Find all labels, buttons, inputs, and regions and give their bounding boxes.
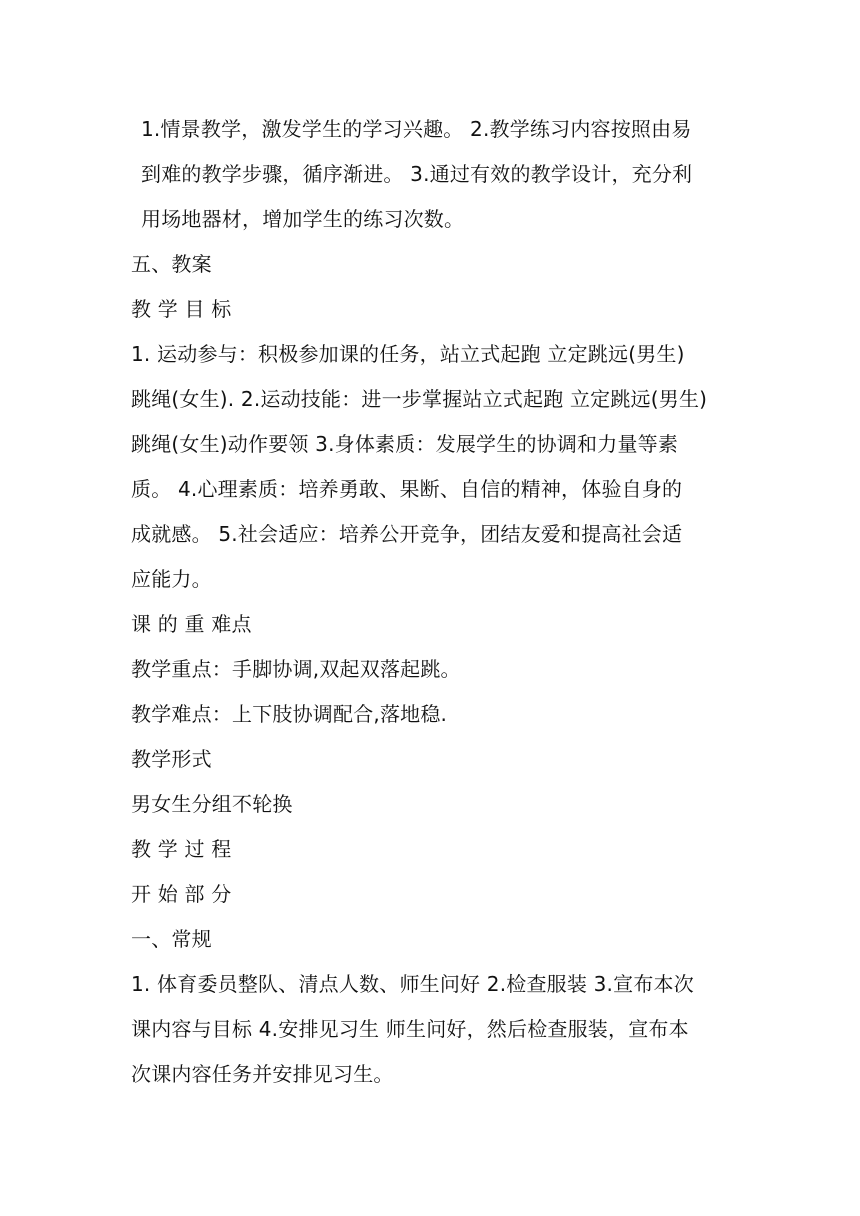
text-line: 1. 运动参与：积极参加课的任务，站立式起跑 立定跳远(男生) bbox=[131, 342, 685, 366]
text-line: 次课内容任务并安排见习生。 bbox=[131, 1062, 394, 1086]
text-line: 教学难点：上下肢协调配合,落地稳. bbox=[131, 702, 448, 726]
subheading: 教 学 过 程 bbox=[131, 837, 232, 861]
text-line: 跳绳(女生). 2.运动技能：进一步掌握站立式起跑 立定跳远(男生) bbox=[131, 387, 708, 411]
text-line: 成就感。 5.社会适应：培养公开竞争，团结友爱和提高社会适 bbox=[131, 522, 683, 546]
text-line: 质。 4.心理素质：培养勇敢、果断、自信的精神，体验自身的 bbox=[131, 477, 683, 501]
subheading: 一、常规 bbox=[131, 927, 212, 951]
subheading: 课 的 重 难点 bbox=[131, 612, 252, 636]
text-line: 到难的教学步骤，循序渐进。 3.通过有效的教学设计，充分利 bbox=[141, 162, 693, 186]
subheading: 开 始 部 分 bbox=[131, 882, 232, 906]
text-line: 用场地器材，增加学生的练习次数。 bbox=[141, 207, 465, 231]
subheading: 教学形式 bbox=[131, 747, 212, 771]
text-line: 1. 体育委员整队、清点人数、师生问好 2.检查服装 3.宣布本次 bbox=[131, 972, 694, 996]
section-heading: 五、教案 bbox=[131, 252, 212, 276]
subheading: 教 学 目 标 bbox=[131, 297, 232, 321]
text-line: 课内容与目标 4.安排见习生 师生问好，然后检查服装，宣布本 bbox=[131, 1017, 689, 1041]
text-line: 跳绳(女生)动作要领 3.身体素质：发展学生的协调和力量等素 bbox=[131, 432, 679, 456]
text-line: 应能力。 bbox=[131, 567, 212, 591]
text-line: 教学重点：手脚协调,双起双落起跳。 bbox=[131, 657, 461, 681]
text-line: 男女生分组不轮换 bbox=[131, 792, 293, 816]
text-line: 1.情景教学，激发学生的学习兴趣。 2.教学练习内容按照由易 bbox=[141, 117, 692, 141]
